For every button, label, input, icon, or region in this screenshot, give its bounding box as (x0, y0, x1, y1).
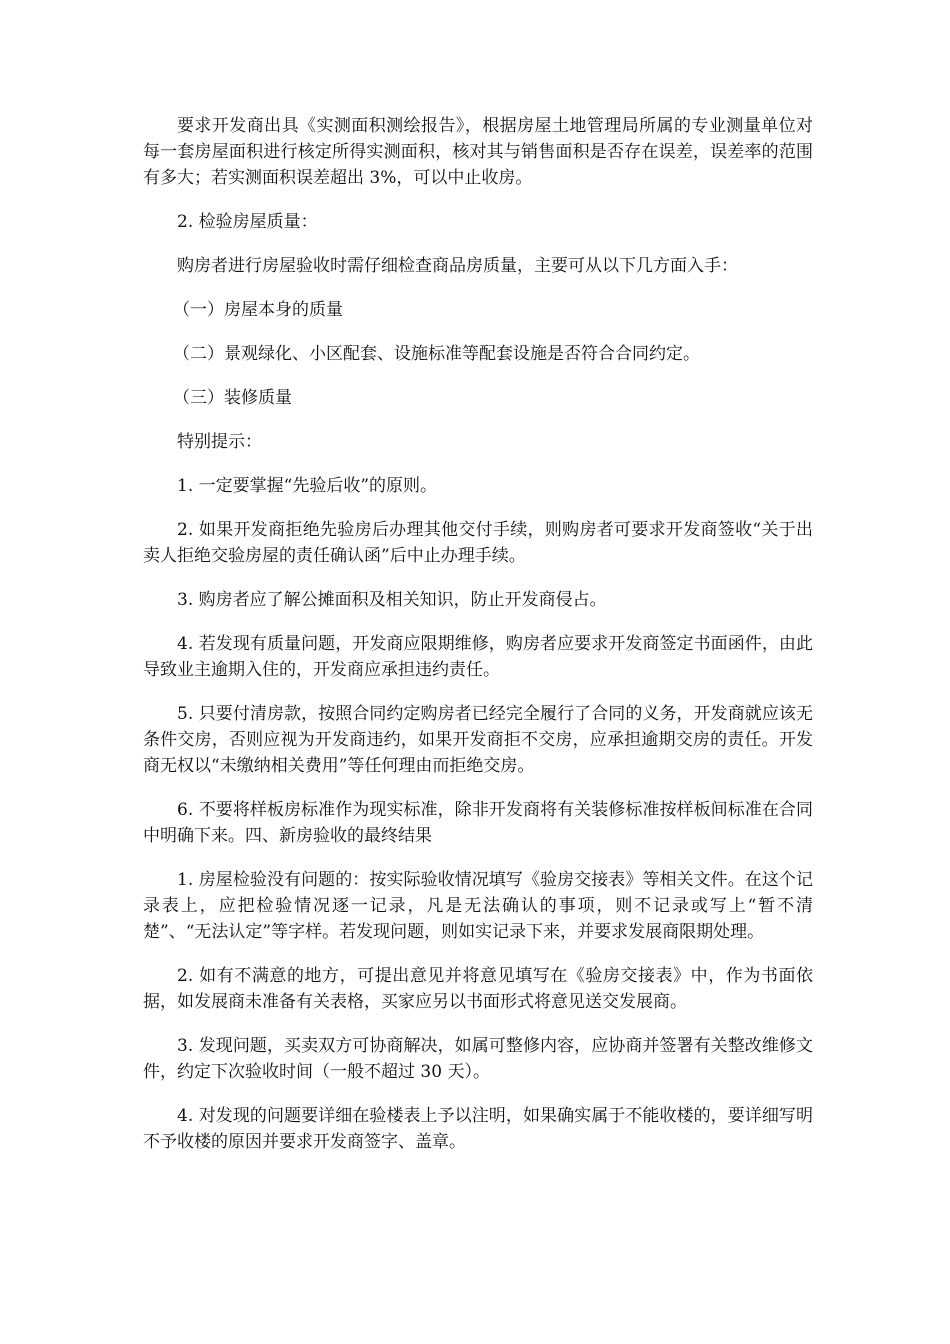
result-3: 3. 发现问题，买卖双方可协商解决，如属可整修内容，应协商并签署有关整改维修文件，约定下次验收时间（一般不超过 30 天）。 (143, 1036, 813, 1082)
result-1: 1. 房屋检验没有问题的：按实际验收情况填写《验房交接表》等相关文件。在这个记录表上，应把检验情况逐一记录，凡是无法确认的事项，则不记录或写上“暂不清楚”、“无法认定”等字样。若发现问题，则如实记录下来，并要求发展商限期处理。 (143, 870, 813, 942)
tip-4: 4. 若发现有质量问题，开发商应限期维修，购房者应要求开发商签定书面函件，由此导致业主逾期入住的，开发商应承担违约责任。 (143, 634, 813, 680)
list-item-house-quality: （一）房屋本身的质量 (173, 300, 343, 320)
document-body (143, 113, 813, 1173)
heading-special-tips: 特别提示： (177, 432, 262, 452)
tip-6: 6. 不要将样板房标准作为现实标准，除非开发商将有关装修标准按样板间标准在合同中明确下来。四、新房验收的最终结果 (143, 800, 813, 846)
tip-5: 5. 只要付清房款，按照合同约定购房者已经完全履行了合同的义务，开发商就应该无条件交房，否则应视为开发商违约，如果开发商拒不交房，应承担逾期交房的责任。开发商无权以“未缴纳相关费用”等任何理由而拒绝交房。 (143, 704, 813, 776)
tip-1: 1. 一定要掌握“先验后收”的原则。 (177, 476, 438, 496)
list-item-facilities: （二）景观绿化、小区配套、设施标准等配套设施是否符合合同约定。 (173, 344, 700, 364)
result-4: 4. 对发现的问题要详细在验楼表上予以注明，如果确实属于不能收楼的，要详细写明不予收楼的原因并要求开发商签字、盖章。 (143, 1106, 813, 1152)
result-2: 2. 如有不满意的地方，可提出意见并将意见填写在《验房交接表》中，作为书面依据，如发展商未准备有关表格，买家应另以书面形式将意见送交发展商。 (143, 966, 813, 1012)
paragraph-inspect-intro: 购房者进行房屋验收时需仔细检查商品房质量，主要可从以下几方面入手： (177, 256, 738, 276)
tip-3: 3. 购房者应了解公摊面积及相关知识，防止开发商侵占。 (177, 590, 607, 610)
list-item-decoration: （三）装修质量 (173, 388, 292, 408)
tip-2: 2. 如果开发商拒绝先验房后办理其他交付手续，则购房者可要求开发商签收“关于出卖人拒绝交验房屋的责任确认函”后中止办理手续。 (143, 520, 813, 566)
heading-inspect-quality: 2. 检验房屋质量： (177, 212, 318, 232)
paragraph-area-report: 要求开发商出具《实测面积测绘报告》，根据房屋土地管理局所属的专业测量单位对每一套房屋面积进行核定所得实测面积，核对其与销售面积是否存在误差，误差率的范围有多大；若实测面积误差超出 3%，可以中止收房。 (143, 116, 813, 188)
